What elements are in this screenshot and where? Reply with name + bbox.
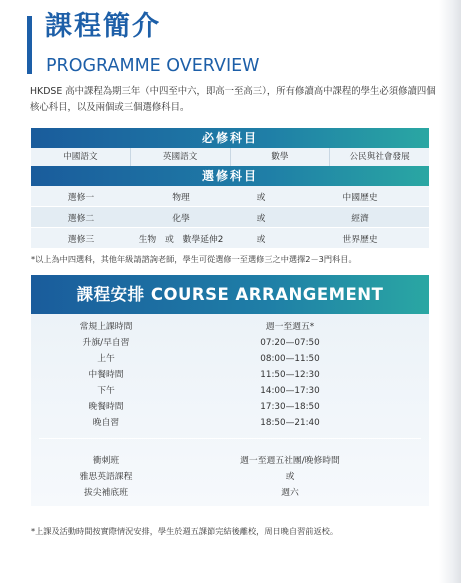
extra-row	[31, 453, 429, 469]
schedule-value: 週一至週五*	[265, 322, 315, 332]
elective-subjects-header: 選修科目	[31, 166, 429, 186]
core-subjects-header: 必修科目	[31, 128, 429, 148]
schedule-value: 18:50—21:40	[260, 418, 320, 428]
schedule-row	[31, 383, 429, 399]
page-title: 課程簡介	[45, 11, 161, 42]
schedule-label: 晚自習	[92, 418, 120, 428]
schedule-row	[31, 351, 429, 367]
extra-value: 或	[285, 472, 295, 482]
schedule-row	[31, 399, 429, 415]
schedule-label: 中餐時間	[88, 370, 124, 380]
elective-option-b: 中國歷史	[342, 192, 378, 203]
extra-label: 拔尖補底班	[84, 488, 128, 498]
schedule-value: 17:30—18:50	[260, 402, 320, 412]
elective-note: *以上為中四選科，其他年級請諮詢老師，學生可從選修一至選修三之中選擇2－3門科目。	[31, 254, 357, 264]
core-subject: 英國語文	[131, 148, 231, 166]
extra-classes-list	[31, 453, 429, 501]
elective-name: 選修三	[67, 234, 95, 245]
core-subject: 數學	[231, 148, 331, 166]
extra-value: 週六	[281, 488, 299, 498]
schedule-label: 晚餐時間	[88, 402, 124, 412]
elective-or: 或	[256, 213, 266, 224]
schedule-label: 升旗/早自習	[82, 338, 130, 348]
elective-option-a: 生物 或 數學延伸2	[138, 234, 224, 245]
title-accent-bar	[27, 16, 32, 74]
schedule-value: 11:50—12:30	[260, 370, 320, 380]
elective-name: 選修二	[67, 213, 95, 224]
core-subjects-row	[31, 148, 429, 166]
intro-paragraph: HKDSE 高中課程為期三年（中四至中六，即高一至高三），所有修讀高中課程的學生必須修讀四個核心科目，以及兩個或三個選修科目。	[30, 86, 436, 113]
core-subject: 公民與社會發展	[349, 152, 410, 162]
elective-option-a: 物理	[172, 192, 190, 203]
schedule-value: 08:00—11:50	[260, 354, 320, 364]
curriculum-table	[31, 128, 429, 249]
extra-row	[31, 485, 429, 501]
arrangement-note: *上課及活動時間按實際情況安排，學生於週五課節完結後離校，周日晚自習前返校。	[31, 526, 339, 536]
section-divider	[39, 438, 421, 439]
elective-or: 或	[256, 234, 266, 245]
elective-row	[31, 207, 429, 228]
page-subtitle: PROGRAMME OVERVIEW	[46, 56, 260, 76]
extra-label: 衝刺班	[92, 456, 120, 466]
schedule-list	[31, 319, 429, 431]
schedule-row	[31, 319, 429, 335]
extra-value: 週一至週五社團/晚修時間	[240, 456, 340, 466]
elective-row	[31, 228, 429, 249]
schedule-label: 上午	[97, 354, 115, 364]
elective-option-a: 化學	[172, 213, 190, 224]
schedule-value: 07:20—07:50	[260, 338, 320, 348]
elective-option-b: 世界歷史	[342, 234, 378, 245]
schedule-row	[31, 335, 429, 351]
elective-or: 或	[256, 192, 266, 203]
course-arrangement-header: 課程安排 COURSE ARRANGEMENT	[31, 275, 429, 314]
schedule-label: 下午	[97, 386, 115, 396]
extra-label: 雅思英語課程	[79, 472, 133, 482]
schedule-value: 14:00—17:30	[260, 386, 320, 396]
schedule-row	[31, 367, 429, 383]
elective-row	[31, 186, 429, 207]
schedule-label: 常規上課時間	[79, 322, 133, 332]
elective-name: 選修一	[67, 192, 95, 203]
extra-row	[31, 469, 429, 485]
core-subject: 中國語文	[31, 148, 131, 166]
course-arrangement-panel	[31, 275, 429, 506]
schedule-row	[31, 415, 429, 431]
elective-option-b: 經濟	[351, 213, 369, 224]
page-edge	[439, 0, 461, 583]
